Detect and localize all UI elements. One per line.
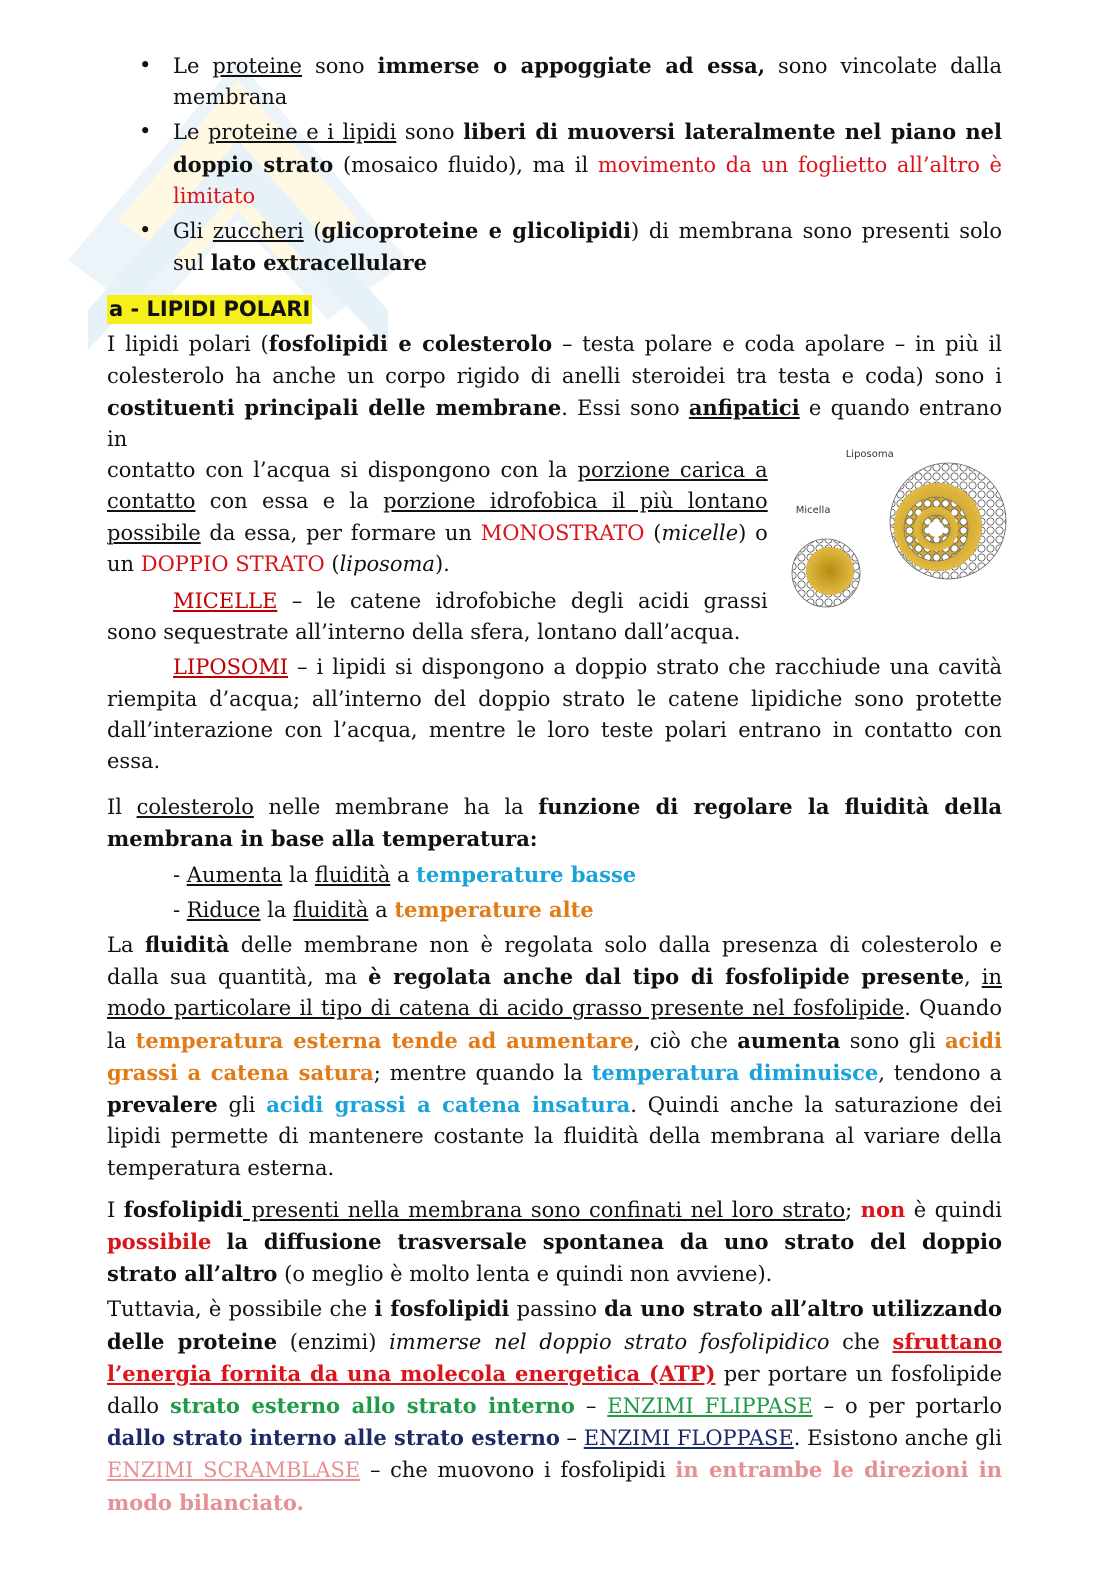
paragraph-tuttavia: Tuttavia, è possibile che i fosfolipidi passino da uno strato all’altro utilizzando delle proteine (enzimi) immerse nel doppio strato fosfolipidico che sfruttano l’energia fornita da una molecola energetica (ATP) per portare un fosfolipide dallo strato esterno allo strato interno – ENZIMI FLIPPASE – o per portarlo dallo strato interno alle strato esterno – ENZIMI FLOPPASE. Esistono anche gli ENZIMI SCRAMBLASE – che muovono i fosfolipidi in entrambe le direzioni in modo bilanciato. xyxy=(107,1296,1003,1515)
list-item: • Le proteine e i lipidi sono liberi di muoversi lateralmente nel piano nel doppio strato (mosaico fluido), ma il movimento da un foglietto all’altro è limitato xyxy=(107,116,1002,212)
figure-row xyxy=(107,449,1002,648)
document-page xyxy=(107,50,1002,1519)
list-item: • Le proteine sono immerse o appoggiate ad essa, sono vincolate dalla membrana xyxy=(107,50,1002,113)
paragraph-micelle: MICELLE – le catene idrofobiche degli acidi grassi sono sequestrate all’interno della sfera, lontano dall’acqua. xyxy=(107,589,768,645)
micelle-sphere xyxy=(792,539,860,607)
membrane-properties-list xyxy=(107,50,1002,279)
paragraph-fluidita: La fluidità delle membrane non è regolata solo dalla presenza di colesterolo e dalla sua quantità, ma è regolata anche dal tipo di fosfolipide presente, in modo particolare il tipo di catena di acido grasso presente nel fosfolipide. Quando la temperatura esterna tende ad aumentare, ciò che aumenta sono gli acidi grassi a catena satura; mentre quando la temperatura diminuisce, tendono a prevalere gli acidi grassi a catena insatura. Quindi anche la saturazione dei lipidi permette di mantenere costante la fluidità della membrana al variare della temperatura esterna. xyxy=(107,932,1003,1180)
micelle-liposome-figure xyxy=(788,445,1002,635)
colesterolo-item-aumenta: - Aumenta la fluidità a temperature basse xyxy=(173,861,637,887)
paragraph-contatto-acqua: contatto con l’acqua si dispongono con la porzione carica a contatto con essa e la porzione idrofobica il più lontano possibile da essa, per formare un MONOSTRATO (micelle) o un DOPPIO STRATO (liposoma). xyxy=(107,458,768,576)
paragraph-fosfolipidi: I fosfolipidi presenti nella membrana sono confinati nel loro strato; non è quindi possibile la diffusione trasversale spontanea da uno strato del doppio strato all’altro (o meglio è molto lenta e quindi non avviene). xyxy=(107,1196,1002,1287)
paragraph-liposomi: LIPOSOMI – i lipidi si dispongono a doppio strato che racchiude una cavità riempita d’acqua; all’interno del doppio strato le catene lipidiche sono protette dall’interazione con l’acqua, mentre le loro teste polari entrano in contatto con essa. xyxy=(107,655,1002,774)
micelle-liposome-diagram xyxy=(788,445,1028,635)
list-item: • Gli zuccheri (glicoproteine e glicolipidi) di membrana sono presenti solo sul lato extracellulare xyxy=(107,215,1002,279)
paragraph-lipidi-polari: I lipidi polari (fosfolipidi e colesterolo – testa polare e coda apolare – in più il colesterolo ha anche un corpo rigido di anelli steroidei tra testa e coda) sono i costituenti principali delle membrane. Essi sono anfipatici e quando entrano in xyxy=(107,331,1003,452)
section-heading: a - LIPIDI POLARI xyxy=(107,295,312,324)
liposoma-label: Liposoma xyxy=(845,449,894,461)
paragraph-colesterolo: Il colesterolo nelle membrane ha la funzione di regolare la fluidità della membrana in base alla temperatura: xyxy=(107,794,1003,852)
liposome-sphere xyxy=(890,463,1006,579)
colesterolo-item-riduce: - Riduce la fluidità a temperature alte xyxy=(173,896,594,922)
micella-label: Micella xyxy=(795,505,831,517)
